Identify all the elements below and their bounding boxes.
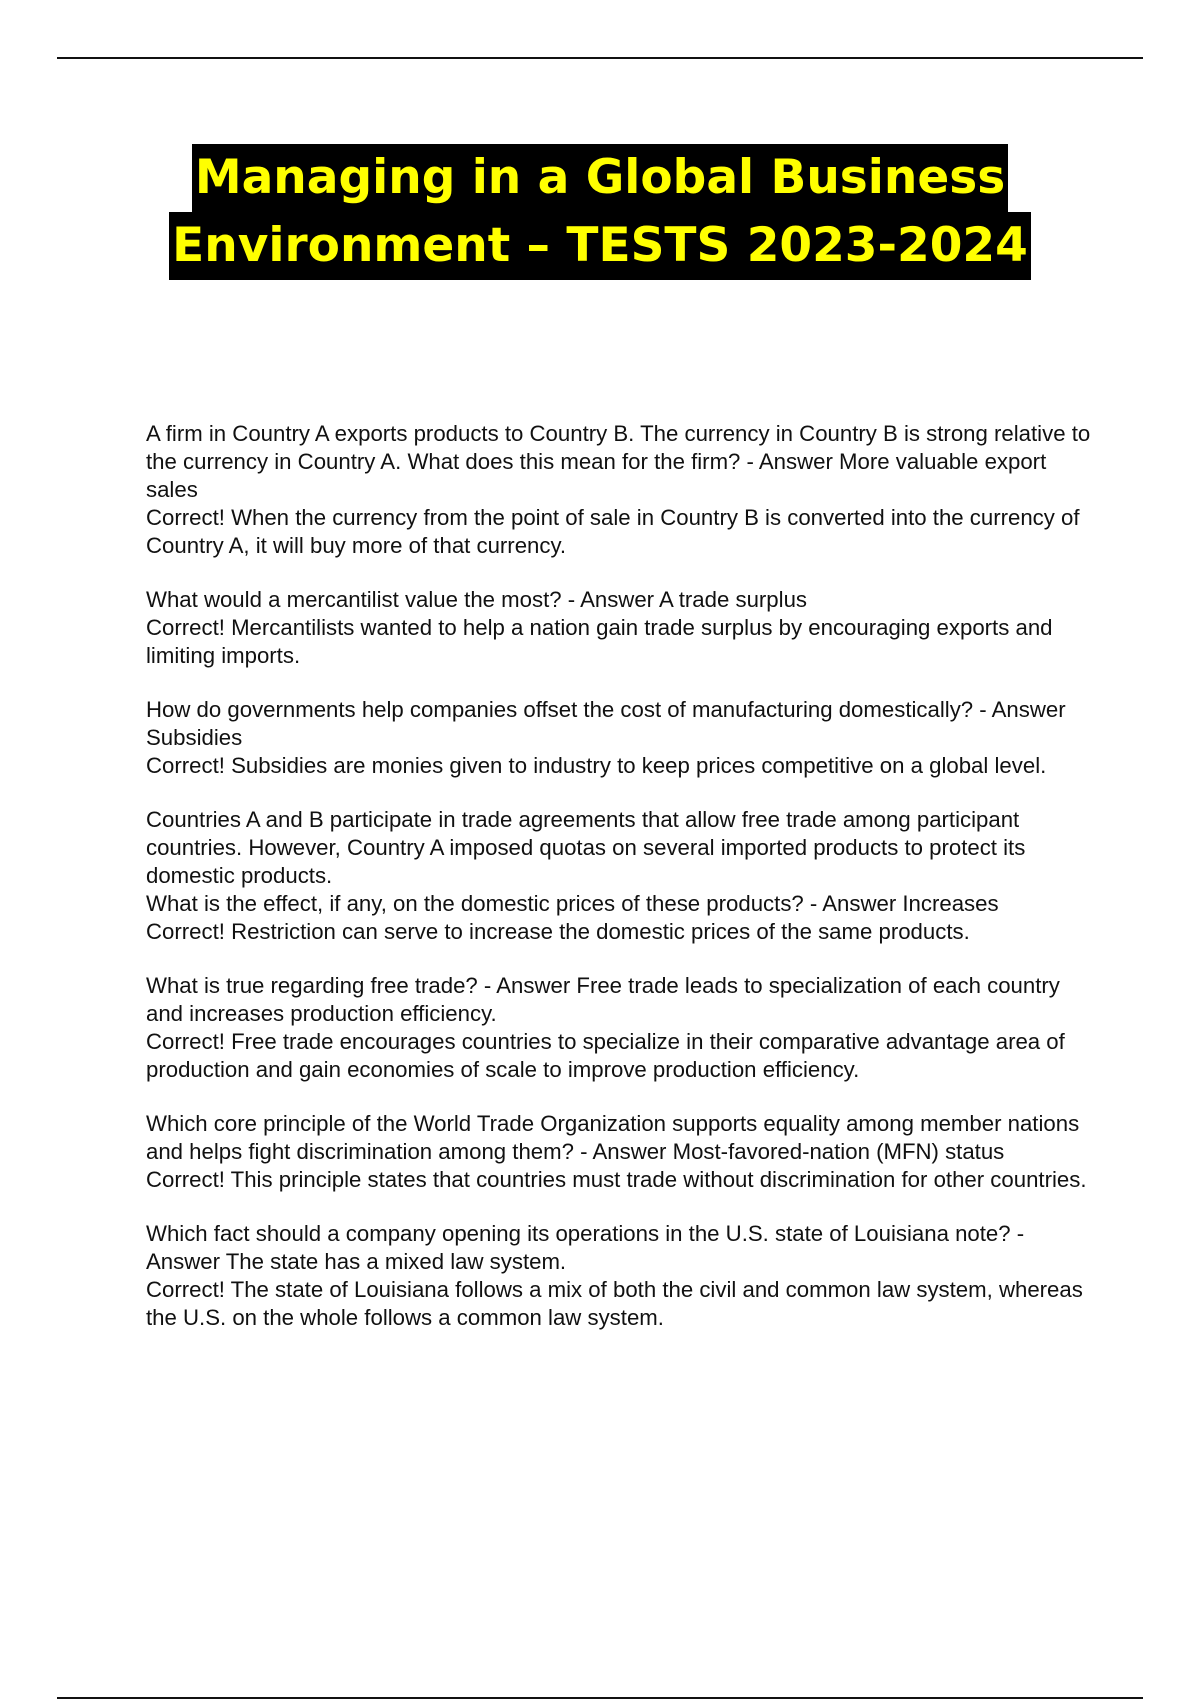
explanation-text: Correct! Mercantilists wanted to help a nation gain trade surplus by encouraging exports and limiting imports.: [146, 615, 1053, 668]
question-text: Which core principle of the World Trade Organization supports equality among member nations and helps fight discrimination among them? - Answer Most-favored-nation (MFN) status: [146, 1111, 1080, 1164]
qa-item: [146, 420, 1096, 560]
question-text: How do governments help companies offset the cost of manufacturing domestically? - Answer Subsidies: [146, 697, 1066, 750]
qa-item: [146, 1220, 1096, 1332]
question-text: Which fact should a company opening its operations in the U.S. state of Louisiana note? - Answer The state has a mixed law system.: [146, 1221, 1025, 1274]
top-rule: [57, 57, 1143, 59]
explanation-text: Correct! This principle states that countries must trade without discrimination for other countries.: [146, 1167, 1087, 1192]
qa-item: [146, 696, 1096, 780]
bottom-rule: [57, 1697, 1143, 1699]
explanation-text: Correct! Restriction can serve to increase the domestic prices of the same products.: [146, 919, 970, 944]
qa-item: [146, 806, 1096, 946]
qa-item: [146, 586, 1096, 670]
qa-list: [146, 420, 1096, 1358]
qa-item: [146, 1110, 1096, 1194]
title-line-2: Environment – TESTS 2023-2024: [169, 212, 1031, 280]
question-text: Countries A and B participate in trade agreements that allow free trade among participant countries. However, Country A imposed quotas on several imported products to protect its domestic products.: [146, 807, 1026, 888]
explanation-text: Correct! When the currency from the point of sale in Country B is converted into the currency of Country A, it will buy more of that currency.: [146, 505, 1080, 558]
explanation-text: Correct! Free trade encourages countries to specialize in their comparative advantage area of production and gain economies of scale to improve production efficiency.: [146, 1029, 1065, 1082]
question-text: A firm in Country A exports products to Country B. The currency in Country B is strong relative to the currency in Country A. What does this mean for the firm? - Answer More valuable export sales: [146, 421, 1091, 502]
question-text: What would a mercantilist value the most? - Answer A trade surplus: [146, 587, 807, 612]
question-text-continued: What is the effect, if any, on the domestic prices of these products? - Answer Increases: [146, 891, 999, 916]
question-text: What is true regarding free trade? - Answer Free trade leads to specialization of each country and increases production efficiency.: [146, 973, 1060, 1026]
document-title: [0, 144, 1200, 280]
explanation-text: Correct! Subsidies are monies given to industry to keep prices competitive on a global level.: [146, 753, 1047, 778]
qa-item: [146, 972, 1096, 1084]
explanation-text: Correct! The state of Louisiana follows a mix of both the civil and common law system, whereas the U.S. on the whole follows a common law system.: [146, 1277, 1083, 1330]
title-line-1: Managing in a Global Business: [192, 144, 1008, 212]
